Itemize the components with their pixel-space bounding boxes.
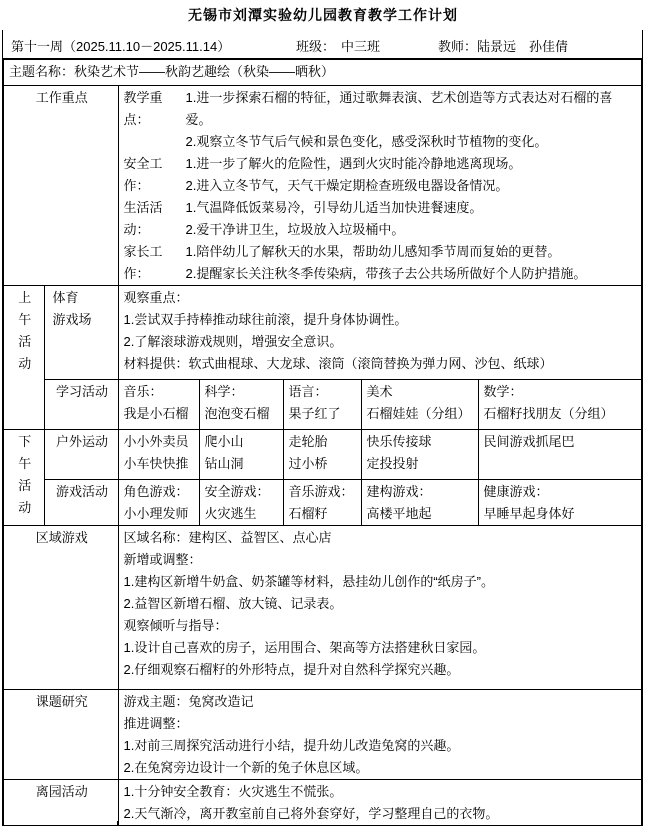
class-value: 中三班 [341, 39, 381, 54]
game-activity-label: 游戏活动 [44, 479, 118, 525]
cell-line: 早睡早起身体好 [483, 505, 575, 521]
cell-line: 安全游戏： [204, 483, 270, 499]
game-cell-safety [199, 479, 283, 525]
learning-cell-science [199, 379, 283, 429]
content-line: 观察倾听与指导： [123, 617, 228, 633]
game-cell-music [283, 479, 361, 525]
category-item: 1.陪伴幼儿了解秋天的水果，帮助幼儿感知季节周而复始的更替。 [185, 243, 561, 259]
week-header-row [2, 30, 643, 58]
content-line: 材料提供：软式曲棍球、大龙球、滚筒（滚筒替换为弹力网、沙包、纸球） [123, 355, 553, 371]
category-item: 1.进一步探索石榴的特征，通过歌舞表演、艺术创造等方式表达对石榴的喜爱。 [185, 89, 613, 127]
cell-line: 数学： [483, 383, 523, 399]
label-char: 活 [18, 333, 32, 349]
category-items [186, 197, 639, 241]
cell-line: 石榴娃娃（分组） [366, 405, 471, 421]
label-char: 午 [18, 455, 32, 471]
category-items [186, 87, 639, 153]
label-char: 动 [18, 499, 32, 515]
game-cell-role [118, 479, 199, 525]
label-char: 动 [18, 355, 32, 371]
cell-line: 小小外卖员 [123, 433, 189, 449]
cell-line: 角色游戏： [123, 483, 189, 499]
work-focus-category [124, 87, 639, 153]
outdoor-cell [478, 429, 642, 479]
category-item: 1.进一步了解火的危险性，遇到火灾时能冷静地逃离现场。 [185, 155, 522, 171]
cell-line: 美术 [366, 383, 393, 399]
area-games-content [118, 525, 642, 689]
cell-line: 小车快快推 [123, 455, 189, 471]
research-content [118, 689, 642, 779]
document-title: 无锡市刘潭实验幼儿园教育教学工作计划 [188, 7, 458, 23]
outdoor-cell [118, 429, 199, 479]
content-line: 1.尝试双手持棒推动球往前滚，提升身体协调性。 [123, 311, 408, 327]
plan-table [2, 58, 643, 826]
label-char: 午 [18, 311, 32, 327]
label-line: 游戏场 [52, 311, 92, 327]
vertical-label [9, 431, 41, 519]
area-games-label: 区域游戏 [3, 525, 118, 689]
content-line: 1.十分钟安全教育：火灾逃生不慌张。 [123, 783, 343, 799]
cell-line: 音乐游戏： [288, 483, 354, 499]
afternoon-activity-label [3, 429, 44, 525]
cell-line: 科学： [204, 383, 244, 399]
outdoor-cell [361, 429, 478, 479]
sports-yard-content [118, 285, 642, 379]
cell-line: 走轮胎 [288, 433, 328, 449]
category-item: 2.爱干净讲卫生，垃圾放入垃圾桶中。 [185, 221, 405, 237]
outdoor-cell [199, 429, 283, 479]
cell-line: 建构游戏： [366, 483, 432, 499]
cell-line: 语言： [288, 383, 328, 399]
work-focus-category [124, 241, 639, 285]
category-name: 家长工作： [123, 243, 163, 281]
theme-row: 主题名称：秋染艺术节——秋韵艺趣绘（秋染——晒秋） [3, 59, 642, 85]
content-line: 1.对前三周探究活动进行小结，提升幼儿改造兔窝的兴趣。 [123, 737, 460, 753]
content-line: 1.建构区新增牛奶盒、奶茶罐等材料，悬挂幼儿创作的“纸房子”。 [123, 573, 495, 589]
category-item: 2.提醒家长关注秋冬季传染病，带孩子去公共场所做好个人防护措施。 [185, 265, 587, 281]
learning-cell-art [361, 379, 478, 429]
category-item: 1.气温降低饭菜易冷，引导幼儿适当加快进餐速度。 [185, 199, 483, 215]
content-line: 2.了解滚球游戏规则，增强安全意识。 [123, 333, 343, 349]
teacher-label: 教师：陆景远 孙佳倩 [438, 39, 569, 54]
research-label: 课题研究 [3, 689, 118, 779]
table-border-fragment [2, 821, 4, 826]
learning-cell-music [118, 379, 199, 429]
label-char: 下 [18, 433, 32, 449]
cell-line: 我是小石榴 [123, 405, 189, 421]
class-label: 班级： [296, 39, 336, 54]
cell-line: 爬小山 [204, 433, 244, 449]
departure-label: 离园活动 [3, 779, 118, 826]
content-line: 1.设计自己喜欢的房子，运用围合、架高等方法搭建秋日家园。 [123, 639, 486, 655]
work-focus-content [118, 85, 642, 285]
category-name: 安全工作： [123, 155, 163, 193]
work-focus-category [124, 153, 639, 197]
cell-line: 果子红了 [288, 405, 341, 421]
content-line: 2.天气渐冷，离开教室前自己将外套穿好，学习整理自己的衣物。 [123, 805, 499, 821]
cell-line: 快乐传接球 [366, 433, 432, 449]
sports-yard-label [44, 285, 118, 379]
cell-line: 火灾逃生 [204, 505, 257, 521]
category-items [186, 241, 639, 285]
content-line: 新增或调整： [123, 551, 202, 567]
work-focus-label: 工作重点 [3, 85, 118, 285]
departure-content [118, 779, 642, 826]
cell-line: 定投投射 [366, 455, 419, 471]
content-line: 2.益智区新增石榴、放大镜、记录表。 [123, 595, 343, 611]
content-line: 推进调整： [123, 715, 189, 731]
learning-cell-language [283, 379, 361, 429]
content-line: 2.仔细观察石榴籽的外形特点，提升对自然科学探究兴趣。 [123, 661, 460, 677]
game-cell-health [478, 479, 642, 525]
label-char: 活 [18, 477, 32, 493]
work-focus-category [124, 197, 639, 241]
cell-line: 石榴籽找朋友（分组） [483, 405, 614, 421]
category-item: 2.观察立冬节气后气候和景色变化，感受深秋时节植物的变化。 [185, 133, 548, 149]
label-line: 体育 [52, 289, 79, 305]
cell-line: 过小桥 [288, 455, 328, 471]
cell-line: 音乐： [123, 383, 163, 399]
table-border-fragment [117, 821, 118, 826]
content-line: 观察重点： [123, 289, 189, 305]
category-item: 2.进入立冬节气，天气干燥定期检查班级电器设备情况。 [185, 177, 509, 193]
morning-activity-label [3, 285, 44, 429]
content-line: 游戏主题：兔窝改造记 [123, 693, 254, 709]
learning-activity-label: 学习活动 [44, 379, 118, 429]
category-items [186, 153, 639, 197]
game-cell-construction [361, 479, 478, 525]
cell-line: 泡泡变石榴 [204, 405, 270, 421]
week-label: 第十一周（2025.11.10－2025.11.14） [11, 39, 231, 54]
outdoor-sports-label: 户外运动 [44, 429, 118, 479]
category-name: 生活活动： [123, 199, 163, 237]
category-name: 教学重点： [123, 89, 163, 127]
cell-line: 高楼平地起 [366, 505, 432, 521]
content-line: 2.在兔窝旁边设计一个新的兔子休息区域。 [123, 759, 369, 775]
learning-cell-math [478, 379, 642, 429]
cell-line: 民间游戏抓尾巴 [483, 433, 575, 449]
vertical-label [9, 287, 41, 375]
cell-line: 石榴籽 [288, 505, 328, 521]
outdoor-cell [283, 429, 361, 479]
cell-line: 小小理发师 [123, 505, 189, 521]
label-char: 上 [18, 289, 32, 305]
cell-line: 钻山洞 [204, 455, 244, 471]
cell-line: 健康游戏： [483, 483, 549, 499]
content-line: 区域名称：建构区、益智区、点心店 [123, 529, 332, 545]
